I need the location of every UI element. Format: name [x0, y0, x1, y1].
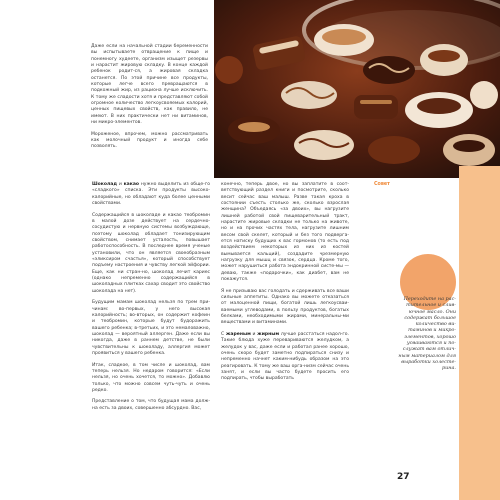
tip-line: Переходите на рас- [403, 296, 456, 302]
paragraph [221, 332, 349, 383]
tip-line: тительное и слив- [406, 302, 456, 309]
tip-line: выработки холесте- [401, 358, 456, 365]
text-span: нужно выделить из обще-го «сладкого» списка. Эти продукты высоко-калорийные, но обладают куда более ценными свойствами. [92, 182, 210, 207]
bold-term: жирным [257, 331, 280, 337]
text-span: С [221, 331, 226, 337]
paragraph: Мороженое, впрочем, можно рассматривать как молочный продукт и иногда себе позволять. [91, 131, 208, 150]
bold-term: Шоколад [92, 182, 118, 187]
paragraph: Даже если на начальной стадии беременности вы испытываете отвращение к пище и понемногу худеете, организм изыщет резервы и нарастит жировую складку. В конце каждой ребенок родит-ся, а жировая складка останется. По этой причине все продукты, которые легче всего превращаются в подкожный жир, из рациона лучше исключить. К тому же сладости хотя и представляют собой огромное количество легкоусвояемых калорий, ценных пищевых свойств, как правило, не имеют. В них практически нет ни витаминов, ни микро-элементов. [91, 44, 208, 126]
tip-text [352, 296, 456, 372]
bold-term: какао [123, 182, 140, 187]
paragraph: Я не призываю вас голодать и сдерживать все ваши сильные аппетиты. Однако вы можете отказаться от малоценной пищи, богатой лишь легкоусваи-ваемыми углеводами, в пользу продуктов, богатых белками, необходимыми жирами, минеральны-ми веществами и витаминами. [221, 288, 349, 326]
tip-line: ным материалом для [398, 352, 456, 359]
text-span: и [117, 182, 124, 187]
paragraph: Будущим мамам шоколад нельзя по трем при-чинам: во-первых, у него высокая калорийность; во-вторых, он содержит кофеин и теобромин, которые будут будоражить вашего ребенка; в-третьих, и это немаловажно, шоколад — вероятный аллерген. Даже если вы никогда, даже в раннем детстве, не были чувствительны к шоколаду, аллергия может проявиться у вашего ребенка. [92, 300, 210, 356]
paragraph [92, 182, 210, 207]
text-span: и [250, 331, 258, 337]
text-column-1 [91, 44, 208, 156]
paragraph: конечно, теперь двое, но вы заплатите в соот-ветствующий раздел книги и посмотрите, сколько весит сейчас ваш малыш. Разве такая кроха в состоянии съесть столько же, сколько взрослая женщина? Объедаясь «за двоих», вы нагрузите лишней работой свой пищеварительный тракт, нарастите жировые складки не только на животе, но и на прочих частях тела, нагрузите лишним весом свой скелет, который и без того подверга-ется натиску будущих к вас гормонов (то есть под воздействием некоторых из них из костей вымывается кальций), создадите чрезмерную нагрузку для мышц и связок, сердца. Кроме того, может нарушиться работа эндокринной систе-мы — деваю, также «подарочки», как диабет, вам не покажутся. [221, 182, 349, 283]
tip-line: содержат большое [404, 314, 456, 321]
page-number: 27 [397, 472, 410, 482]
tip-line: служат вам отлич- [402, 346, 456, 353]
sidebar-accent-bar [459, 166, 500, 500]
paragraph: Итак, сладкое, в том числе и шоколад, вам теперь нельзя. Но недаром говорится: «Если нельзя, но очень хочется, то можно». Добавлю только, что можно совсем чуть-чуть и очень редко. [92, 362, 210, 393]
text-column-3 [221, 182, 349, 388]
chocolates-illustration [214, 0, 500, 178]
tip-line: таминов и микро- [408, 327, 456, 334]
paragraph: Содержащийся в шоколаде и какао теобромин в малой дозе действует на сердечно-сосудистую и нервную системы возбуждающе, поэтому шоколад обладает тонизирующим свойством, снимает усталость, повышает работоспособность. В последнее время ученые установили, что он является своеобразным «эликсиром счастья», который способствует подъему настроения и чувству легкой эйфории. Еще, как ни стран-но, шоколад лечит кариес (однако непременно содержащийся в шоколадных плитках сахар сводит это свойство шоколада на нет). [92, 212, 210, 294]
text-span: лучше расстаться надол-го. Такие блюда хуже перевариваются желудком, а желудок у вас, даже если и работал ранее хорошо, очень скоро будет заметно подпираться снизу и непременно начнет каким-нибудь образом на это реагировать. К тому же ваш орга-низм сейчас очень занят, и если вы часто будете просить его подпирать, чтобы выработать [221, 331, 349, 382]
text-column-2 [92, 182, 210, 417]
chocolates-photo [214, 0, 500, 178]
tip-line: количество ви- [415, 321, 456, 328]
tip-line: усваиваются и по- [406, 340, 456, 347]
tip-line: рина. [442, 365, 456, 372]
tip-line: элементов, хорошо [404, 333, 456, 340]
tip-label: Совет [374, 182, 390, 187]
bold-term: жареным [225, 331, 251, 337]
paragraph: Представление о том, что будущая мама долж-на есть за двоих, совершенно абсурдно. Вас, [92, 399, 210, 411]
tip-line: ючное масло. Они [408, 308, 456, 315]
